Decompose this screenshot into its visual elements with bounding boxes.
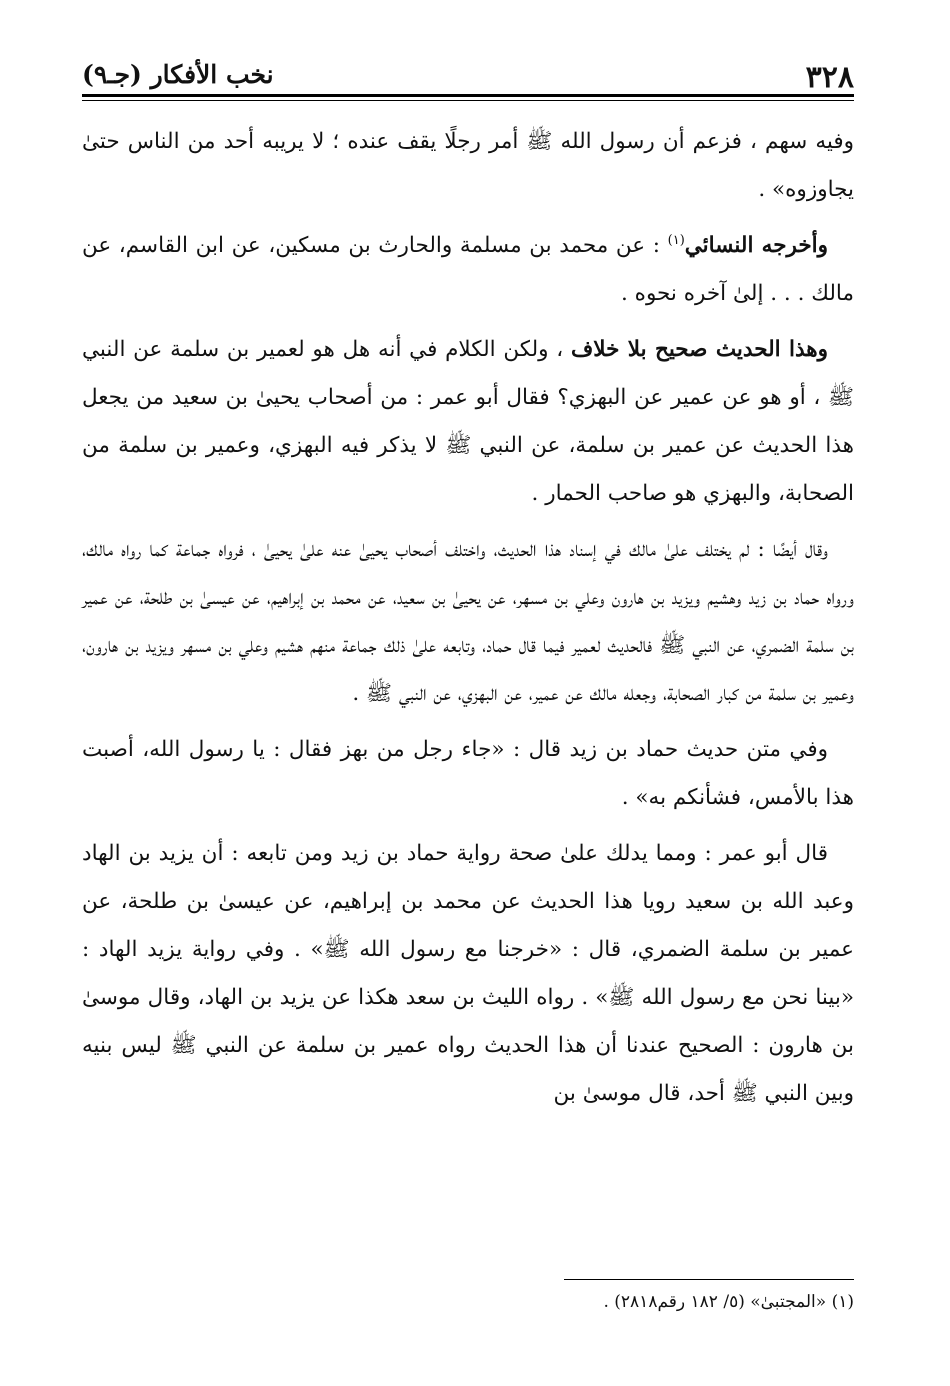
paragraph-lead: وهذا الحديث صحيح بلا خلاف [570,337,828,362]
paragraph-lead: وأخرجه النسائي [684,233,829,258]
paragraph-text: قال أبو عمر : ومما يدلك علىٰ صحة رواية حماد بن زيد ومن تابعه : أن يزيد بن الهاد وعبد الله بن سعيد رويا هذا الحديث عن محمد بن إبراهيم، عن عيسىٰ بن طلحة، عن عمير بن سلمة الضمري، قال : «خرجنا مع رسول الله ﷺ» . وفي رواية يزيد الهاد : «بينا نحن مع رسول الله ﷺ» . رواه الليث بن سعد هكذا عن يزيد بن الهاد، وقال موسىٰ بن هارون : الصحيح عندنا أن هذا الحديث رواه عمير بن سلمة عن النبي ﷺ ليس بنيه وبين النبي ﷺ أحد، قال موسىٰ بن [82,841,854,1106]
page-header [82,50,854,94]
footnote: (١) «المجتبىٰ» (٥/ ١٨٢ رقم٢٨١٨) . [603,1292,854,1312]
paragraph [82,830,854,1118]
page [82,50,854,1350]
footnote-divider [564,1279,854,1280]
header-rule-thick [82,94,854,97]
paragraph-text: وقال أيضًا : لم يختلف علىٰ مالك في إسناد هذا الحديث، واختلف أصحاب يحيىٰ عنه علىٰ يحيىٰ ، فرواه جماعة كما رواه مالك، ورواه حماد بن زيد وهشيم ويزيد بن هارون وعلي بن مسهر، عن يحيىٰ بن سعيد، عن محمد بن إبراهيم، عن عيسىٰ بن طلحة، عن عمير بن سلمة الضمري، عن النبي ﷺ فالحديث لعمير فيما قال حماد، وتابعه علىٰ ذلك جماعة منهم هشيم وعلي بن مسهر ويزيد بن هارون، وعمير بن سلمة من كبار الصحابة، وجعله مالك عن عمير، عن البهزي، عن النبي ﷺ . [82,537,854,706]
paragraph-text: : عن محمد بن مسلمة والحارث بن مسكين، عن ابن القاسم، عن مالك . . . إلىٰ آخره نحوه . [82,233,854,306]
main-text [82,118,854,1126]
paragraph [82,326,854,518]
paragraph-text: وفي متن حديث حماد بن زيد قال : «جاء رجل من بهز فقال : يا رسول الله، أصبت هذا بالأمس، فشأنكم به» . [82,737,854,810]
paragraph-continued [82,118,854,214]
paragraph [82,222,854,318]
paragraph [82,526,854,718]
paragraph-text: وفيه سهم ، فزعم أن رسول الله ﷺ أمر رجلًا يقف عنده ؛ لا يريبه أحد من الناس حتىٰ يجاوزوه» . [82,129,854,202]
book-title: نخب الأفكار (جـ٩) [82,60,274,89]
paragraph [82,726,854,822]
paragraph-text: ، ولكن الكلام في أنه هل هو لعمير بن سلمة عن النبي ﷺ ، أو هو عن عمير عن البهزي؟ فقال أبو عمر : من أصحاب يحيىٰ بن سعيد من يجعل هذا الحديث عن عمير بن سلمة، عن النبي ﷺ لا يذكر فيه البهزي، وعمير بن سلمة من الصحابة، والبهزي هو صاحب الحمار . [82,337,854,506]
header-rule-thin [82,100,854,101]
page-number: ٣٢٨ [805,60,854,95]
footnote-ref: (١) [667,232,685,248]
